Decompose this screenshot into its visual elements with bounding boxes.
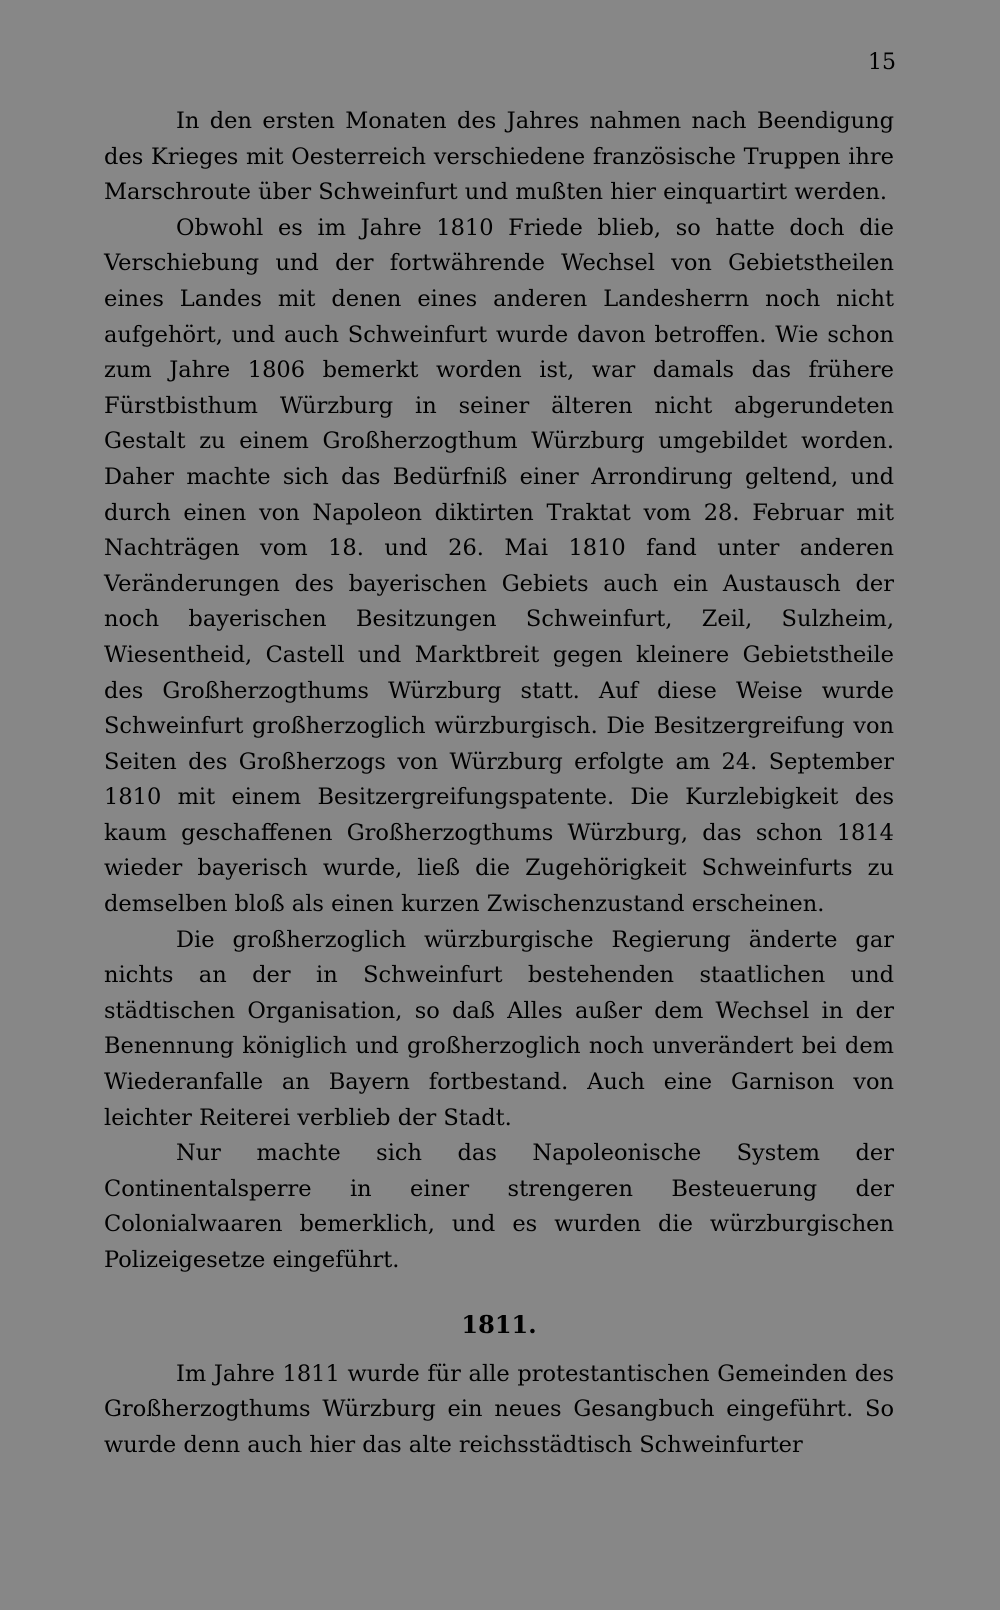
page-number: 15 bbox=[868, 50, 896, 75]
body-text bbox=[104, 104, 894, 1463]
section-heading-1811: 1811. bbox=[461, 1309, 537, 1339]
paragraph-continental-system: Nur machte sich das Napoleonische System der Continentalsperre in einer strengeren Besteuerung der Colonialwaaren bemerklich, und es wurden die würzburgischen Polizeigesetze eingeführt. bbox=[104, 1140, 894, 1273]
paragraph-administration: Die großherzoglich würzburgische Regierung änderte gar nichts an der in Schweinfurt bestehenden staatlichen und städtischen Organisation, so daß Alles außer dem Wechsel in der Benennung königlich und großherzoglich noch unverändert bei dem Wiederanfalle an Bayern fortbestand. Auch eine Garnison von leichter Reiterei verblieb der Stadt. bbox=[104, 926, 894, 1131]
paragraph-hymnbook: Im Jahre 1811 wurde für alle protestantischen Gemeinden des Großherzogthums Würzburg ein neues Gesangbuch eingeführt. So wurde denn auch hier das alte reichsstädtisch Schweinfurter bbox=[104, 1360, 894, 1458]
paragraph-territory-exchange: Obwohl es im Jahre 1810 Friede blieb, so hatte doch die Verschiebung und der fortwährende Wechsel von Gebietstheilen eines Landes mit denen eines anderen Landesherrn noch nicht aufgehört, und auch Schweinfurt wurde davon betroffen. Wie schon zum Jahre 1806 bemerkt worden ist, war damals das frühere Fürstbisthum Würzburg in seiner älteren nicht abgerundeten Gestalt zu einem Großherzogthum Würzburg umgebildet worden. Daher machte sich das Bedürfniß einer Arrondirung geltend, und durch einen von Napoleon diktirten Traktat vom 28. Februar mit Nachträgen vom 18. und 26. Mai 1810 fand unter anderen Veränderungen des bayerischen Gebiets auch ein Austausch der noch bayerischen Besitzungen Schweinfurt, Zeil, Sulzheim, Wiesentheid, Castell und Marktbreit gegen kleinere Gebietstheile des Großherzogthums Würzburg statt. Auf diese Weise wurde Schweinfurt großherzoglich würzburgisch. Die Besitzergreifung von Seiten des Großherzogs von Würzburg erfolgte am 24. September 1810 mit einem Besitzergreifungspatente. Die Kurzlebigkeit des kaum geschaffenen Großherzogthums Würzburg, das schon 1814 wieder bayerisch wurde, ließ die Zugehörigkeit Schweinfurts zu demselben bloß als einen kurzen Zwischenzustand erscheinen. bbox=[104, 214, 894, 918]
paragraph-troops: In den ersten Monaten des Jahres nahmen nach Beendigung des Krieges mit Oesterreich verschiedene französische Truppen ihre Marschroute über Schweinfurt und mußten hier einquartirt werden. bbox=[104, 108, 894, 206]
